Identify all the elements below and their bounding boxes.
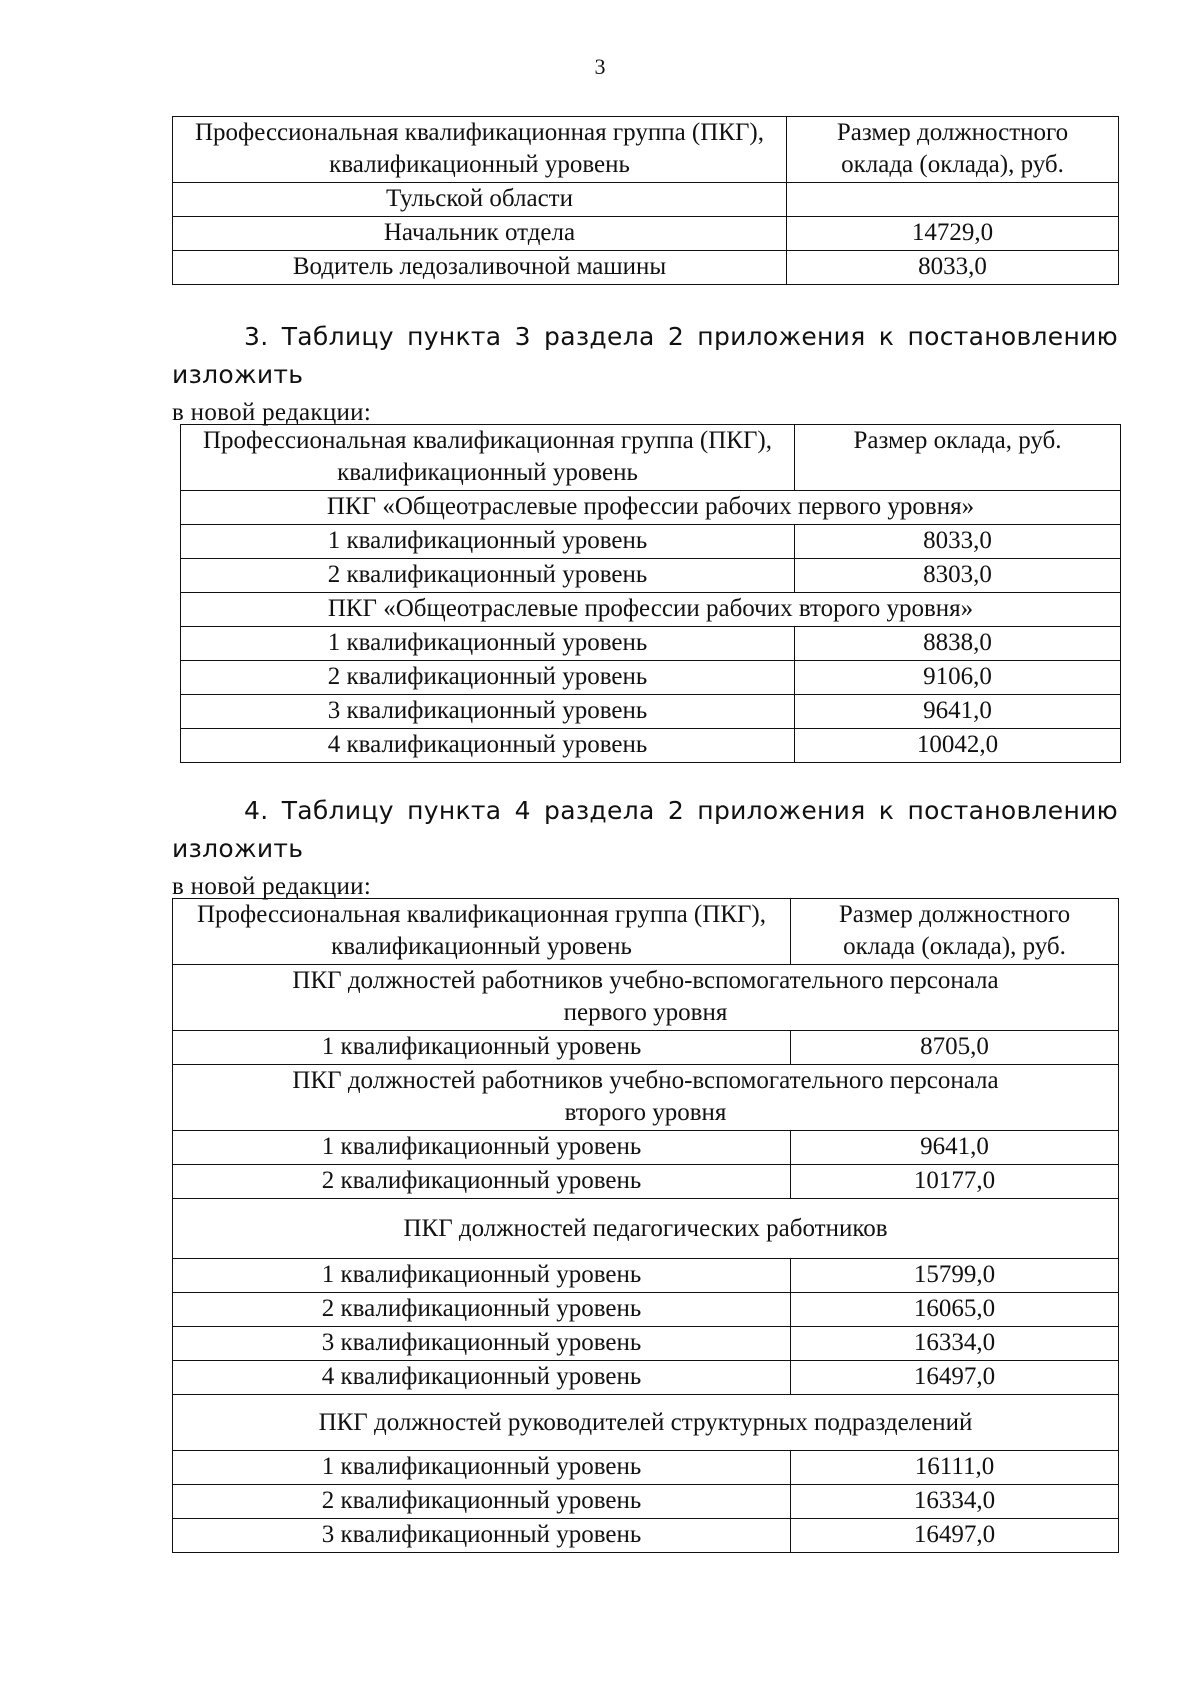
table-row	[181, 525, 1121, 559]
salary-table-3	[172, 898, 1119, 1553]
row-value: 15799,0	[791, 1259, 1119, 1293]
row-value: 9106,0	[795, 661, 1121, 695]
row-name: 3 квалификационный уровень	[173, 1327, 791, 1361]
table-row	[173, 1519, 1119, 1553]
row-value: 10042,0	[795, 729, 1121, 763]
row-name: Начальник отдела	[173, 217, 787, 251]
table-row	[173, 1259, 1119, 1293]
table-row	[173, 1165, 1119, 1199]
row-value: 10177,0	[791, 1165, 1119, 1199]
paragraph-4-line-2: в новой редакции:	[172, 873, 372, 900]
row-value: 16334,0	[791, 1327, 1119, 1361]
paragraph-4-line-1: 4. Таблицу пункта 4 раздела 2 приложения к постановлению изложить	[172, 796, 1118, 863]
table-row	[181, 661, 1121, 695]
header-qualification-group: Профессиональная квалификационная группа (ПКГ), квалификационный уровень	[173, 899, 791, 965]
header-qualification-group: Профессиональная квалификационная группа (ПКГ), квалификационный уровень	[181, 425, 795, 491]
table-row	[181, 695, 1121, 729]
row-name: 3 квалификационный уровень	[181, 695, 795, 729]
group-header-row	[173, 1395, 1119, 1451]
header-salary: Размер должностного оклада (оклада), руб.	[791, 899, 1119, 965]
row-name: 1 квалификационный уровень	[173, 1031, 791, 1065]
paragraph-3-line-1: 3. Таблицу пункта 3 раздела 2 приложения к постановлению изложить	[172, 322, 1118, 389]
row-name: Водитель ледозаливочной машины	[173, 251, 787, 285]
table-header-row	[173, 117, 1119, 183]
row-name: 2 квалификационный уровень	[173, 1293, 791, 1327]
group-title: ПКГ должностей работников учебно-вспомогательного персонала первого уровня	[173, 965, 1119, 1031]
row-value: 8838,0	[795, 627, 1121, 661]
row-value: 16334,0	[791, 1485, 1119, 1519]
row-name: 2 квалификационный уровень	[181, 559, 795, 593]
row-name: 2 квалификационный уровень	[173, 1485, 791, 1519]
group-header-row	[173, 1199, 1119, 1259]
row-name: 1 квалификационный уровень	[173, 1131, 791, 1165]
table-row	[181, 627, 1121, 661]
row-value: 9641,0	[795, 695, 1121, 729]
table-row	[173, 1327, 1119, 1361]
row-value	[787, 183, 1119, 217]
group-header-row	[181, 491, 1121, 525]
header-salary: Размер оклада, руб.	[795, 425, 1121, 491]
table-row	[173, 1293, 1119, 1327]
table-row	[173, 183, 1119, 217]
table-row	[173, 1361, 1119, 1395]
row-value: 8303,0	[795, 559, 1121, 593]
row-value: 16065,0	[791, 1293, 1119, 1327]
row-value: 16497,0	[791, 1361, 1119, 1395]
row-name: 1 квалификационный уровень	[173, 1259, 791, 1293]
group-title: ПКГ должностей руководителей структурных подразделений	[173, 1395, 1119, 1451]
table-row	[173, 1451, 1119, 1485]
row-value: 14729,0	[787, 217, 1119, 251]
group-header-row	[173, 1065, 1119, 1131]
row-name: 2 квалификационный уровень	[173, 1165, 791, 1199]
row-value: 16497,0	[791, 1519, 1119, 1553]
paragraph-4	[172, 792, 1118, 906]
group-header-row	[181, 593, 1121, 627]
row-name: 2 квалификационный уровень	[181, 661, 795, 695]
header-salary: Размер должностного оклада (оклада), руб.	[787, 117, 1119, 183]
group-title: ПКГ должностей работников учебно-вспомогательного персонала второго уровня	[173, 1065, 1119, 1131]
row-value: 9641,0	[791, 1131, 1119, 1165]
table-header-row	[173, 899, 1119, 965]
table-row	[181, 729, 1121, 763]
table-row	[173, 251, 1119, 285]
salary-table-1	[172, 116, 1119, 285]
group-title: ПКГ «Общеотраслевые профессии рабочих первого уровня»	[181, 491, 1121, 525]
row-name: 3 квалификационный уровень	[173, 1519, 791, 1553]
table-row	[173, 1031, 1119, 1065]
group-title: ПКГ должностей педагогических работников	[173, 1199, 1119, 1259]
row-name: 1 квалификационный уровень	[181, 525, 795, 559]
row-value: 8033,0	[795, 525, 1121, 559]
row-name: 1 квалификационный уровень	[181, 627, 795, 661]
group-header-row	[173, 965, 1119, 1031]
page-number: 3	[594, 54, 606, 79]
table-row	[173, 1131, 1119, 1165]
salary-table-2	[180, 424, 1121, 763]
row-name: 1 квалификационный уровень	[173, 1451, 791, 1485]
row-name: Тульской области	[173, 183, 787, 217]
row-name: 4 квалификационный уровень	[173, 1361, 791, 1395]
row-value: 16111,0	[791, 1451, 1119, 1485]
row-value: 8033,0	[787, 251, 1119, 285]
table-row	[173, 1485, 1119, 1519]
group-title: ПКГ «Общеотраслевые профессии рабочих второго уровня»	[181, 593, 1121, 627]
paragraph-3-line-2: в новой редакции:	[172, 399, 372, 426]
row-value: 8705,0	[791, 1031, 1119, 1065]
paragraph-3	[172, 318, 1118, 432]
table-row	[173, 217, 1119, 251]
table-header-row	[181, 425, 1121, 491]
row-name: 4 квалификационный уровень	[181, 729, 795, 763]
table-row	[181, 559, 1121, 593]
header-qualification-group: Профессиональная квалификационная группа (ПКГ), квалификационный уровень	[173, 117, 787, 183]
